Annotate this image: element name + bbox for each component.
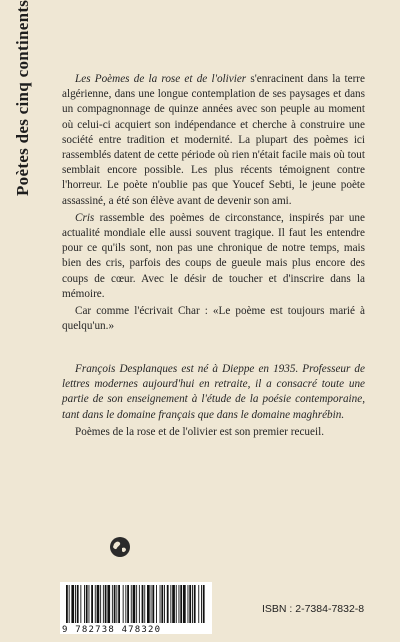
bio-paragraph-1: François Desplanques est né à Dieppe en 1935. Professeur de lettres modernes aujourd'hui en retraite, il a consacré toute une partie de son enseignement à l'étude de la poésie contemporaine, tant dans le domaine français que dans le domaine maghrébin. <box>62 363 365 421</box>
author-bio <box>62 362 365 442</box>
blurb-paragraph-2: Cris rassemble des poèmes de circonstance, inspirés par une actualité mondiale elle aussi souvent tragique. Il faut les entendre pour ce qu'ils sont, non pas une chronique de notre temps, mais bien des cris, parfois des coups de gueule mais plus encore des coups de cœur. Avec le désir de toucher et d'inscrire dans la mémoire. <box>62 211 365 300</box>
section-title-cris: Cris <box>75 211 95 224</box>
publisher-globe-icon <box>109 536 131 558</box>
blurb <box>62 72 365 336</box>
blurb-paragraph-1: Les Poèmes de la rose et de l'olivier s'enracinent dans la terre algérienne, dans une longue contemplation de ses paysages et dans un compagnonnage de quinze années avec son peuple au moment où celui-ci acquiert son indépendance et cherche à construire une société entre tradition et modernité. La plupart des poèmes ici rassemblés datent de cette période où rien n'était facile mais où tout semblait encore possible. Les plus récents témoignent contre l'horreur. Le poète n'oublie pas que Youcef Sebti, le jeune poète assassiné, a été son élève avant de devenir son ami. <box>62 73 365 207</box>
barcode-bars <box>60 582 212 626</box>
isbn: ISBN : 2-7384-7832-8 <box>262 603 365 615</box>
book-title: Les Poèmes de la rose et de l'olivier <box>75 73 247 85</box>
spine <box>8 0 38 300</box>
barcode-digits: 9 782738 478320 <box>62 625 162 635</box>
series-title: Poètes des cinq continents <box>13 0 32 197</box>
blurb-paragraph-3: Car comme l'écrivait Char : «Le poème est toujours marié à quelqu'un.» <box>62 305 365 333</box>
bio-paragraph-2: Poèmes de la rose et de l'olivier est son premier recueil. <box>75 425 324 438</box>
